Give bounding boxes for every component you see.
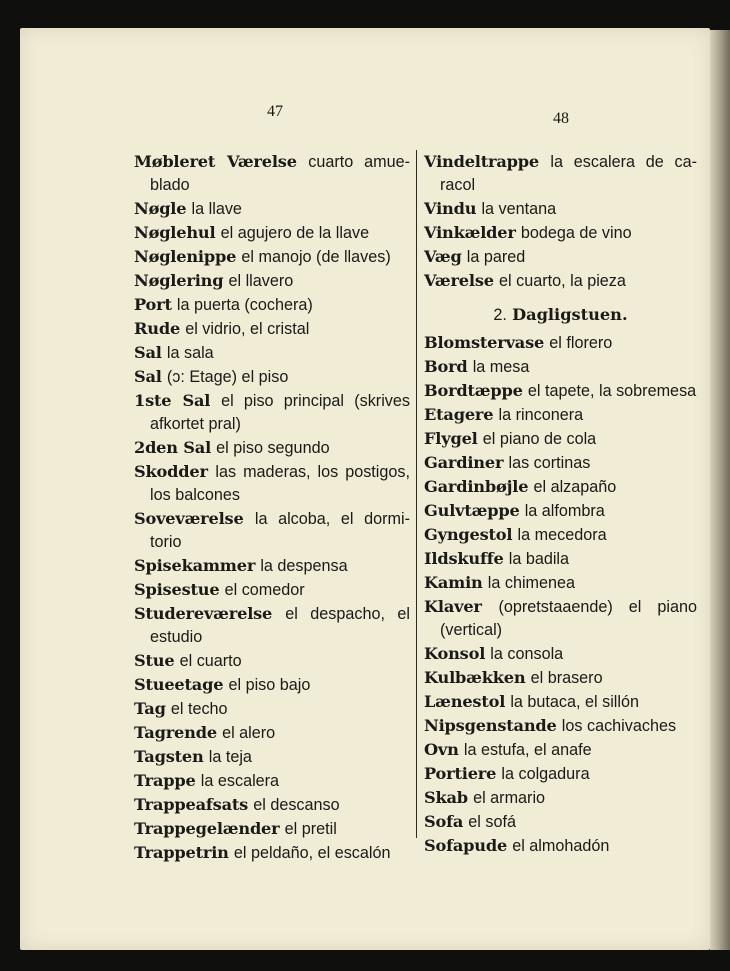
- dictionary-entry: [134, 460, 410, 484]
- entry-continuation: afkortet pral): [150, 415, 241, 433]
- entry-headword: Væg: [424, 247, 462, 266]
- dictionary-entry: [424, 221, 697, 245]
- entry-headword: Trappe: [134, 771, 196, 790]
- dictionary-entry: [424, 245, 697, 269]
- entry-headword: Nipsgenstande: [424, 716, 557, 735]
- entry-translation: el piso principal (skrives: [221, 392, 410, 410]
- entry-translation: la mesa: [472, 358, 530, 376]
- entry-translation: el tapete, la sobremesa: [527, 382, 697, 400]
- entry-headword: Tag: [134, 699, 166, 718]
- entry-translation: el manojo (de llaves): [241, 248, 391, 266]
- entry-translation: el brasero: [530, 669, 603, 687]
- entry-translation: el piso segundo: [216, 439, 330, 457]
- entry-headword: Værelse: [424, 271, 494, 290]
- entry-headword: Tagsten: [134, 747, 204, 766]
- entry-translation: el agujero de la llave: [220, 224, 370, 242]
- dictionary-entry: [134, 793, 410, 817]
- dictionary-entry: [134, 197, 410, 221]
- dictionary-entry: [134, 649, 410, 673]
- dictionary-entry: [134, 769, 410, 793]
- entry-translation: el cuarto: [179, 652, 242, 670]
- entry-translation: el cuarto, la pieza: [499, 272, 626, 290]
- entry-headword: Trappeafsats: [134, 795, 249, 814]
- entry-headword: Flygel: [424, 429, 478, 448]
- entry-continuation: blado: [150, 176, 190, 194]
- entry-headword: Trappetrin: [134, 843, 229, 862]
- entry-translation: la alfombra: [524, 502, 605, 520]
- entry-translation: el piso bajo: [228, 676, 311, 694]
- entry-translation: el sofá: [468, 813, 516, 831]
- entry-translation: el alero: [222, 724, 276, 742]
- entry-translation: la puerta (cochera): [176, 296, 313, 314]
- entry-headword: Nøglehul: [134, 223, 216, 242]
- dictionary-entry: [424, 269, 697, 293]
- dictionary-entry: [424, 547, 697, 571]
- entry-headword: Blomstervase: [424, 333, 545, 352]
- entry-translation: la butaca, el sillón: [510, 693, 640, 711]
- entry-headword: Studereværelse: [134, 604, 273, 623]
- entry-translation: la llave: [191, 200, 242, 218]
- section-number: 2.: [493, 306, 507, 324]
- entry-headword: Nøglering: [134, 271, 224, 290]
- entry-translation: el almohadón: [512, 837, 610, 855]
- dictionary-entry: [424, 690, 697, 714]
- entry-translation: el peldaño, el escalón: [233, 844, 391, 862]
- entry-translation: el techo: [170, 700, 228, 718]
- dictionary-entry: [134, 389, 410, 413]
- dictionary-entry: [424, 714, 697, 738]
- dictionary-entry: [424, 523, 697, 547]
- left-column: [134, 150, 410, 865]
- dictionary-entry: [134, 269, 410, 293]
- entry-translation: el despacho, el: [285, 605, 410, 623]
- dictionary-entry: [424, 451, 697, 475]
- entry-headword: Soveværelse: [134, 509, 244, 528]
- entry-headword: Ovn: [424, 740, 459, 759]
- entry-headword: Gardiner: [424, 453, 504, 472]
- entry-headword: Bordtæppe: [424, 381, 523, 400]
- column-divider: [416, 150, 417, 838]
- entry-translation: el llavero: [228, 272, 294, 290]
- dictionary-entry: [424, 666, 697, 690]
- dictionary-entry: [134, 317, 410, 341]
- entry-headword: Skab: [424, 788, 468, 807]
- entry-headword: Vindu: [424, 199, 477, 218]
- entry-translation: el alzapaño: [533, 478, 617, 496]
- entry-headword: Sal: [134, 367, 162, 386]
- dictionary-entry: [424, 738, 697, 762]
- dictionary-entry: [134, 745, 410, 769]
- entry-headword: Rude: [134, 319, 181, 338]
- entry-headword: Stue: [134, 651, 175, 670]
- entry-translation: bodega de vino: [520, 224, 632, 242]
- dictionary-entry: [424, 499, 697, 523]
- entry-headword: Trappegelænder: [134, 819, 280, 838]
- entry-headword: Nøglenippe: [134, 247, 237, 266]
- entry-translation: el vidrio, el cristal: [185, 320, 310, 338]
- dictionary-entry: [134, 245, 410, 269]
- entry-translation: las maderas, los postigos,: [215, 463, 410, 481]
- dictionary-entry: [134, 507, 410, 531]
- dictionary-entry: [134, 578, 410, 602]
- entry-headword: Vindeltrappe: [424, 152, 539, 171]
- page-number-right: 48: [553, 110, 569, 127]
- entry-translation: la pared: [466, 248, 526, 266]
- dictionary-entry: [424, 595, 697, 619]
- dictionary-entry: [134, 436, 410, 460]
- right-column-bottom: [424, 331, 697, 858]
- entry-translation: el florero: [549, 334, 613, 352]
- dictionary-entry: [424, 355, 697, 379]
- entry-translation: cuarto amue-: [308, 153, 411, 171]
- entry-translation: la chimenea: [487, 574, 576, 592]
- dictionary-entry: [134, 602, 410, 626]
- dictionary-entry: [424, 475, 697, 499]
- entry-headword: Sal: [134, 343, 162, 362]
- dictionary-entry: [134, 221, 410, 245]
- entry-translation: el pretil: [284, 820, 337, 838]
- dictionary-entry: [134, 150, 410, 174]
- entry-translation: la consola: [490, 645, 564, 663]
- entry-translation: (opretstaaende) el piano: [498, 598, 697, 616]
- entry-headword: Vinkælder: [424, 223, 516, 242]
- entry-translation: el descanso: [253, 796, 340, 814]
- entry-headword: Kulbækken: [424, 668, 526, 687]
- entry-translation: la despensa: [260, 557, 348, 575]
- dictionary-entry: [134, 697, 410, 721]
- dictionary-entry: [424, 642, 697, 666]
- entry-translation: la colgadura: [501, 765, 590, 783]
- entry-translation: (ɔ: Etage) el piso: [166, 368, 289, 386]
- entry-headword: Gulvtæppe: [424, 501, 520, 520]
- entry-translation: la rinconera: [498, 406, 584, 424]
- dictionary-entry: [134, 673, 410, 697]
- section-heading: [424, 303, 697, 327]
- dictionary-entry: [424, 762, 697, 786]
- entry-translation: las cortinas: [508, 454, 591, 472]
- entry-headword: Stueetage: [134, 675, 224, 694]
- page-number-left: 47: [267, 103, 283, 120]
- entry-translation: la teja: [208, 748, 252, 766]
- dictionary-entry: [424, 197, 697, 221]
- entry-headword: Ildskuffe: [424, 549, 504, 568]
- dictionary-entry: [134, 554, 410, 578]
- entry-headword: Portiere: [424, 764, 497, 783]
- right-column: [424, 150, 697, 858]
- entry-headword: Klaver: [424, 597, 482, 616]
- entry-headword: Gardinbøjle: [424, 477, 529, 496]
- entry-translation: la estufa, el anafe: [463, 741, 592, 759]
- dictionary-entry: [134, 721, 410, 745]
- entry-headword: 1ste Sal: [134, 391, 211, 410]
- entry-translation: la mecedora: [517, 526, 607, 544]
- entry-headword: Port: [134, 295, 172, 314]
- dictionary-entry: [134, 817, 410, 841]
- dictionary-entry: [424, 571, 697, 595]
- entry-translation: el comedor: [224, 581, 305, 599]
- entry-translation: la badila: [508, 550, 570, 568]
- entry-translation: la sala: [166, 344, 214, 362]
- dictionary-entry: [424, 379, 697, 403]
- next-page-edge: [710, 30, 730, 950]
- entry-headword: Skodder: [134, 462, 208, 481]
- entry-headword: Lænestol: [424, 692, 506, 711]
- entry-headword: Spisestue: [134, 580, 220, 599]
- dictionary-entry: [424, 786, 697, 810]
- entry-translation: el armario: [473, 789, 546, 807]
- dictionary-entry: [424, 810, 697, 834]
- entry-headword: Kamin: [424, 573, 483, 592]
- entry-continuation: estudio: [150, 628, 203, 646]
- entry-headword: Sofapude: [424, 836, 508, 855]
- entry-headword: Bord: [424, 357, 468, 376]
- entry-translation: el piano de cola: [482, 430, 597, 448]
- dictionary-entry: [134, 341, 410, 365]
- entry-continuation: racol: [440, 176, 476, 194]
- dictionary-entry: [424, 150, 697, 174]
- entry-headword: Konsol: [424, 644, 486, 663]
- dictionary-entry: [134, 365, 410, 389]
- entry-headword: Møbleret Værelse: [134, 152, 297, 171]
- entry-translation: la alcoba, el dormi-: [254, 510, 410, 528]
- entry-headword: Sofa: [424, 812, 464, 831]
- dictionary-entry: [134, 293, 410, 317]
- entry-translation: la escalera: [200, 772, 280, 790]
- entry-translation: la escalera de ca-: [550, 153, 697, 171]
- entry-translation: los cachivaches: [561, 717, 677, 735]
- section-title: Dagligstuen.: [512, 305, 628, 324]
- entry-continuation: los balcones: [150, 486, 240, 504]
- entry-headword: Nøgle: [134, 199, 187, 218]
- entry-headword: Tagrende: [134, 723, 217, 742]
- entry-continuation: (vertical): [440, 621, 503, 639]
- entry-continuation: torio: [150, 533, 182, 551]
- dictionary-entry: [424, 403, 697, 427]
- dictionary-entry: [134, 841, 410, 865]
- entry-headword: Etagere: [424, 405, 494, 424]
- dictionary-entry: [424, 331, 697, 355]
- right-column-top: [424, 150, 697, 293]
- entry-headword: 2den Sal: [134, 438, 212, 457]
- dictionary-entry: [424, 834, 697, 858]
- entry-headword: Gyngestol: [424, 525, 513, 544]
- dictionary-entry: [424, 427, 697, 451]
- entry-headword: Spisekammer: [134, 556, 256, 575]
- entry-translation: la ventana: [481, 200, 557, 218]
